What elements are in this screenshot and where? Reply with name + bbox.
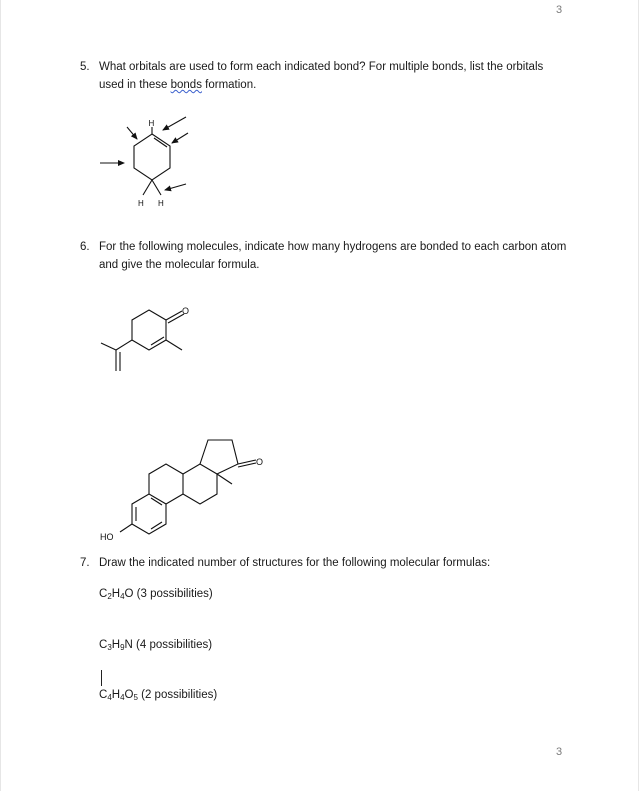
methyl-bond — [166, 340, 182, 350]
methyl-left-bond — [101, 343, 116, 350]
question-6-number: 6. — [80, 241, 90, 253]
question-5 — [80, 58, 570, 94]
atom-h-top: H — [148, 119, 155, 128]
question-7-text: Draw the indicated number of structures for the following molecular formulas: — [99, 557, 491, 569]
ring-a — [132, 494, 166, 534]
hydroxyl-bond — [120, 524, 132, 532]
ring-bond — [134, 134, 170, 180]
angular-methyl-bond — [217, 474, 232, 484]
page-number-bottom: 3 — [556, 746, 563, 758]
arrow-3 — [172, 133, 188, 143]
arrow-2 — [163, 117, 186, 130]
ring-b — [149, 464, 183, 504]
arrow-5 — [165, 184, 186, 190]
ring-double-bond-inner — [151, 337, 164, 345]
question-5-text — [99, 58, 570, 94]
question-5-number: 5. — [80, 61, 90, 73]
formula-c3h9n: $C_3H_9N$ (4 possibilities) — [99, 639, 213, 652]
ring-a-double-1 — [151, 498, 162, 505]
bond-to-h-left — [143, 180, 152, 195]
atom-o: O — [256, 457, 264, 467]
question-6 — [80, 238, 570, 274]
atom-o: O — [182, 306, 190, 316]
question-6-text: For the following molecules, indicate how many hydrogens are bonded to each carbon atom and give the molecular formula. — [99, 241, 567, 271]
ring-c — [183, 464, 217, 504]
carbonyl-bond-1 — [166, 311, 182, 320]
ring-bond — [132, 310, 166, 350]
isopropenyl-bond — [116, 340, 132, 350]
spellcheck-underlined-word[interactable]: bonds — [170, 79, 202, 91]
atom-h-bottom-right: H — [158, 199, 164, 208]
cyclohexene-structure — [90, 110, 200, 215]
formula-c4h4o5: $C_4H_4O_5$ (2 possibilities) — [99, 689, 218, 702]
question-7 — [80, 554, 570, 572]
atom-h-bottom-left: H — [138, 199, 144, 208]
page-left-edge — [0, 0, 1, 791]
estrone-structure — [95, 430, 270, 545]
ring-d — [200, 440, 238, 474]
question-5-text-main: What orbitals are used to form each indicated bond? For multiple bonds, list the orbitals used in these — [99, 61, 544, 91]
arrow-1 — [127, 127, 137, 139]
bond-to-h-right — [152, 180, 161, 195]
atom-ho: HO — [100, 532, 114, 542]
question-7-number: 7. — [80, 557, 90, 569]
text-cursor[interactable] — [101, 670, 102, 686]
carvone-structure — [95, 300, 205, 380]
formula-c2h4o: $C_2H_4O$ (3 possibilities) — [99, 588, 213, 601]
page-number-top: 3 — [556, 4, 563, 16]
question-5-text-end: formation. — [201, 79, 257, 91]
